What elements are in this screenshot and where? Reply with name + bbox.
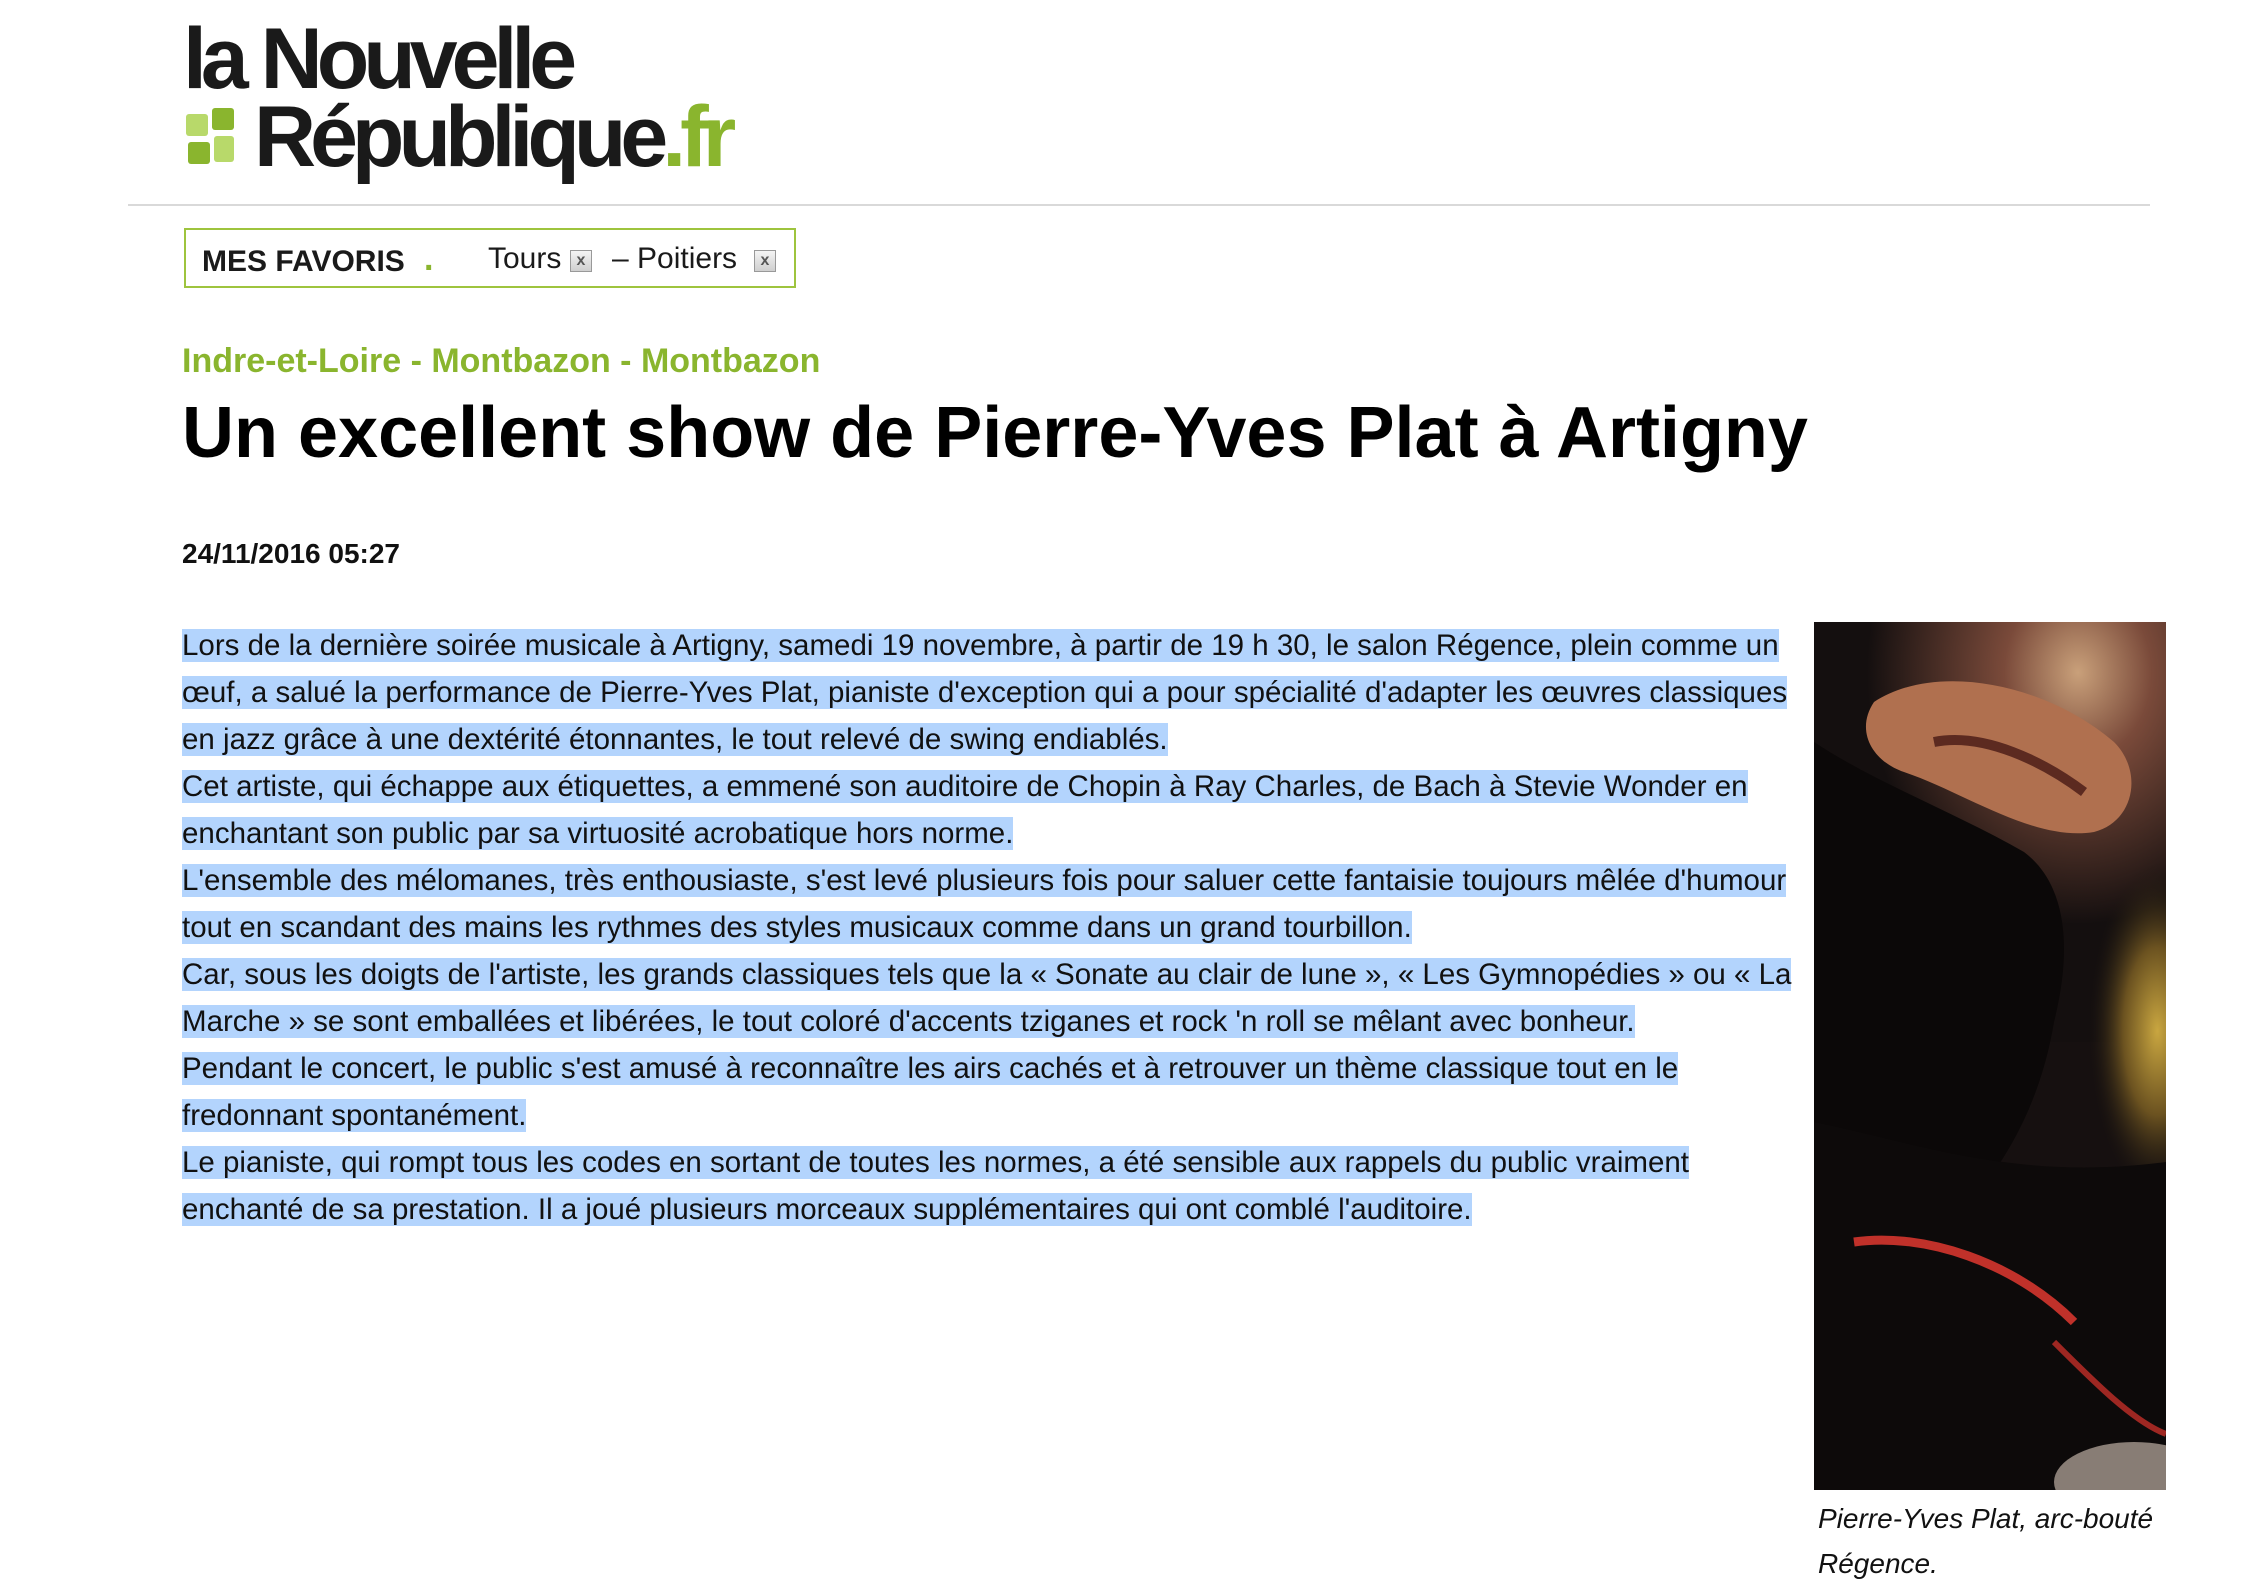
- remove-tours-close-icon[interactable]: x: [570, 250, 592, 272]
- article-paragraph: [182, 622, 1794, 763]
- photo-caption-line2: Régence.: [1818, 1548, 1938, 1579]
- article-body: [182, 622, 1794, 1233]
- logo-text-line1: la Nouvelle: [183, 11, 572, 107]
- photo-pianist-image: [1814, 622, 2166, 1490]
- article-title: Un excellent show de Pierre-Yves Plat à Artigny: [182, 393, 1808, 473]
- photo-caption-line1: Pierre-Yves Plat, arc-bouté: [1818, 1503, 2154, 1534]
- favorites-bar: [184, 228, 796, 288]
- article-photo[interactable]: [1814, 622, 2166, 1490]
- favorites-dot: .: [424, 240, 434, 278]
- paragraph-text: Cet artiste, qui échappe aux étiquettes, a emmené son auditoire de Chopin à Ray Charles, de Bach à Stevie Wonder en enchantant son public par sa virtuosité acrobatique hors norme.: [182, 770, 1748, 850]
- article-paragraph: [182, 763, 1794, 857]
- site-logo[interactable]: [178, 11, 818, 185]
- paragraph-text: Car, sous les doigts de l'artiste, les grands classiques tels que la « Sonate au clair de lune », « Les Gymnopédies » ou « La Marche » se sont emballées et libérées, le tout coloré d'accents tziganes et rock 'n roll se mêlant avec bonheur.: [182, 958, 1792, 1038]
- logo-text-tld: .fr: [662, 89, 731, 185]
- breadcrumb[interactable]: Indre-et-Loire - Montbazon - Montbazon: [182, 342, 821, 380]
- article-paragraph: [182, 857, 1794, 951]
- paragraph-text: Lors de la dernière soirée musicale à Artigny, samedi 19 novembre, à partir de 19 h 30, le salon Régence, plein comme un œuf, a salué la performance de Pierre-Yves Plat, pianiste d'exception qui a pour spécialité d'adapter les œuvres classiques en jazz grâce à une dextérité étonnantes, le tout relevé de swing endiablés.: [182, 629, 1788, 756]
- favorite-item-poitiers[interactable]: – Poitiers: [612, 242, 738, 275]
- paragraph-text: Le pianiste, qui rompt tous les codes en sortant de toutes les normes, a été sensible aux rappels du public vraiment enchanté de sa prestation. Il a joué plusieurs morceaux supplémentaires qui ont comblé l'auditoire.: [182, 1146, 1689, 1226]
- logo-text-line2: [254, 89, 731, 185]
- logo-text-name: République: [254, 89, 663, 185]
- logo-leaf-icon: [186, 108, 240, 170]
- article-paragraph: [182, 1139, 1794, 1233]
- paragraph-text: Pendant le concert, le public s'est amusé à reconnaître les airs cachés et à retrouver un thème classique tout en le fredonnant spontanément.: [182, 1052, 1679, 1132]
- article-date: 24/11/2016 05:27: [182, 538, 400, 569]
- photo-caption: [1818, 1496, 2258, 1586]
- header-divider: [128, 204, 2150, 206]
- paragraph-text: L'ensemble des mélomanes, très enthousiaste, s'est levé plusieurs fois pour saluer cette fantaisie toujours mêlée d'humour tout en scandant des mains les rythmes des styles musicaux comme dans un grand tourbillon.: [182, 864, 1787, 944]
- article-paragraph: [182, 1045, 1794, 1139]
- favorite-item-tours[interactable]: Tours: [488, 242, 562, 275]
- article-paragraph: [182, 951, 1794, 1045]
- remove-poitiers-close-icon[interactable]: x: [754, 250, 776, 272]
- favorites-title: MES FAVORIS: [202, 245, 405, 278]
